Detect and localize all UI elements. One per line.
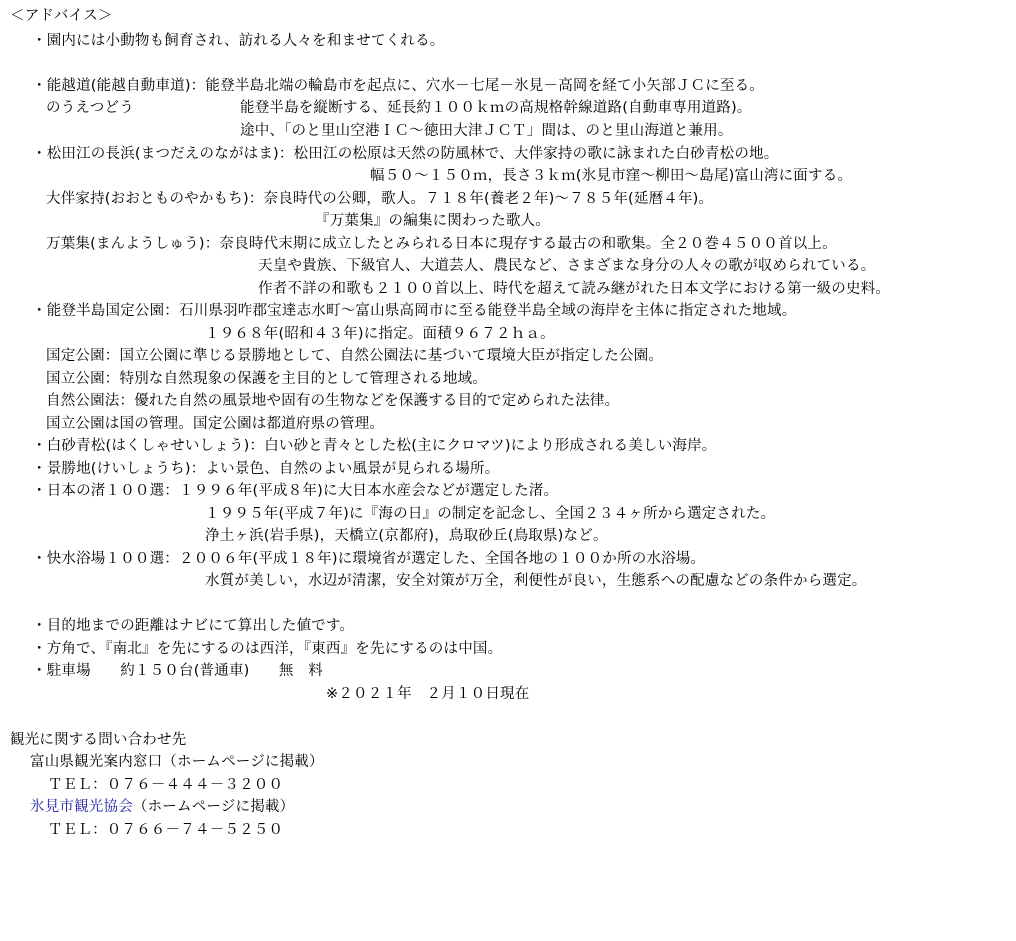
advice-line: ※２０２１年 ２月１０日現在 [326,686,530,702]
advice-line: ・駐車場 約１５０台(普通車) 無 料 [32,663,324,679]
tourism-association-link[interactable]: 氷見市観光協会 [30,799,133,815]
advice-line: のうえつどう [46,100,134,116]
advice-line: 国立公園は国の管理。国定公園は都道府県の管理。 [46,416,385,432]
advice-line: ・目的地までの距離はナビにて算出した値です。 [32,618,355,634]
advice-line: 国定公園：国立公園に準じる景勝地として、自然公園法に基づいて環境大臣が指定した公園。 [46,348,664,364]
contact-org-2-suffix: （ホームページに掲載） [132,799,295,815]
advice-line: 途中、「のと里山空港ＩＣ～徳田大津ＪＣＴ」間は、のと里山海道と兼用。 [240,123,733,139]
advice-line: 幅５０～１５０ｍ，長さ３ｋｍ(氷見市窪～柳田～島尾)富山湾に面する。 [370,168,853,184]
advice-line: ・園内には小動物も飼育され、訪れる人々を和ませてくれる。 [32,33,445,49]
contact-org-2 [30,797,294,817]
advice-line: １９９５年(平成７年)に『海の日』の制定を記念し、全国２３４ヶ所から選定された。 [205,506,776,522]
advice-line: 能登半島を縦断する、延長約１００ｋｍの高規格幹線道路(自動車専用道路)。 [240,100,752,116]
advice-line: 浄土ヶ浜(岩手県)，天橋立(京都府)，鳥取砂丘(鳥取県)など。 [205,528,608,544]
advice-line: ・快水浴場１００選：２００６年(平成１８年)に環境省が選定した、全国各地の１００か所の水浴場。 [32,551,706,567]
advice-line: ・能越道(能越自動車道)：能登半島北端の輪島市を起点に、穴水－七尾－氷見－高岡を経て小矢部ＪＣに至る。 [32,78,765,94]
advice-line: 天皇や貴族、下級官人、大道芸人、農民など、さまざまな身分の人々の歌が収められている。 [258,258,876,274]
contact-tel-2: ＴＥＬ：０７６６－７４－５２５０ [48,822,284,838]
advice-line: ・日本の渚１００選：１９９６年(平成８年)に大日本水産会などが選定した渚。 [32,483,559,499]
advice-line: ・方角で、『南北』を先にするのは西洋，『東西』を先にするのは中国。 [32,641,503,657]
advice-line: 万葉集(まんようしゅう)：奈良時代末期に成立したとみられる日本に現存する最古の和歌集。全２０巻４５００首以上。 [46,236,837,252]
advice-line: 作者不詳の和歌も２１００首以上、時代を超えて読み継がれた日本文学における第一級の史料。 [258,281,891,297]
advice-line: 自然公園法：優れた自然の風景地や固有の生物などを保護する目的で定められた法律。 [46,393,620,409]
advice-line: ・景勝地(けいしょうち)：よい景色、自然のよい風景が見られる場所。 [32,461,500,477]
advice-line: 水質が美しい，水辺が清潔，安全対策が万全，利便性が良い，生態系への配慮などの条件から選定。 [205,573,867,589]
advice-line: ・松田江の長浜(まつだえのながはま)：松田江の松原は天然の防風林で、大伴家持の歌に詠まれた白砂青松の地。 [32,146,779,162]
advice-line: １９６８年(昭和４３年)に指定。面積９６７２ｈａ。 [205,326,555,342]
contact-heading: 観光に関する問い合わせ先 [10,732,187,748]
contact-org-1: 富山県観光案内窓口（ホームページに掲載） [30,754,324,770]
advice-header: ＜アドバイス＞ [10,8,113,24]
advice-line: ・能登半島国定公園：石川県羽咋郡宝達志水町～富山県高岡市に至る能登半島全域の海岸を主体に指定された地域。 [32,303,797,319]
advice-line: 大伴家持(おおとものやかもち)：奈良時代の公卿，歌人。７１８年(養老２年)～７８５年(延暦４年)。 [46,191,714,207]
contact-tel-1: ＴＥＬ：０７６－４４４－３２００ [48,777,284,793]
advice-line: 国立公園：特別な自然現象の保護を主目的として管理される地域。 [46,371,487,387]
advice-line: ・白砂青松(はくしゃせいしょう)：白い砂と青々とした松(主にクロマツ)により形成される美しい海岸。 [32,438,717,454]
advice-line: 『万葉集』の編集に関わった歌人。 [315,213,551,229]
